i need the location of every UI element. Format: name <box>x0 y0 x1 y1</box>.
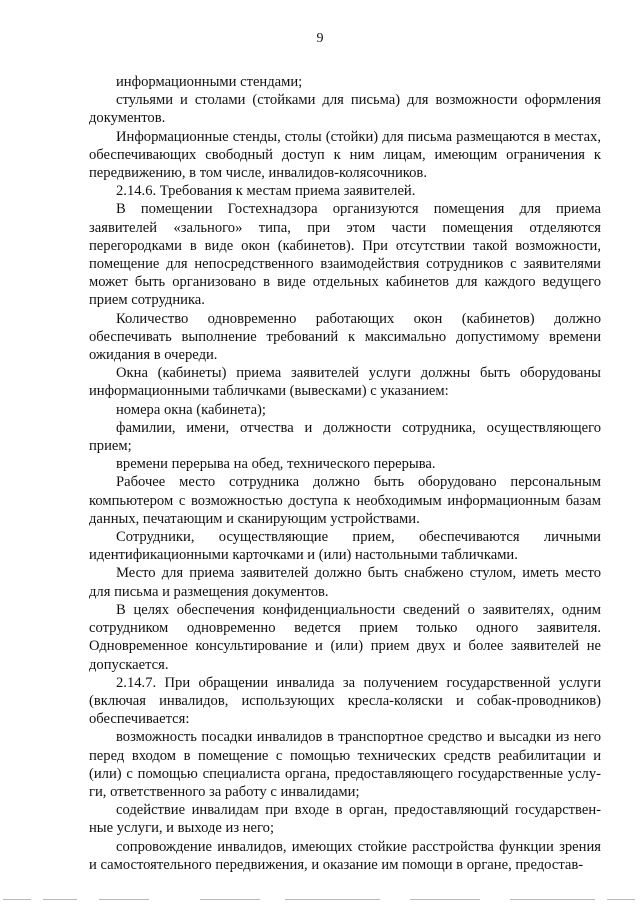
document-body <box>89 73 601 874</box>
paragraph-stands-placement: Информационные стенды, столы (стойки) для письма размещаются в местах, обеспечивающих свободный доступ к ним лицам, имеющим ограничения к передвижению, в том числе, инвалидов-колясочников. <box>89 128 601 182</box>
page-number: 9 <box>316 31 324 46</box>
paragraph-premises: В помещении Гостехнадзора организуются помещения для приема заявителей «зального» типа, при этом части помещения отделяются перегородками в виде окон (кабинетов). При отсутствии такой возможности, помещение для непосредственного взаимодействия сотрудников с заявителями может быть организовано в виде отдельных кабинетов для каждого ведущего прием сотрудника. <box>89 201 601 309</box>
paragraph-chairs-tables: стульями и столами (стойками для письма) для возможности оформления документов. <box>89 92 601 127</box>
scan-edge-artifact <box>0 892 640 905</box>
section-heading-2-14-6: 2.14.6. Требования к местам приема заявителей. <box>116 183 416 200</box>
paragraph-confidentiality: В целях обеспечения конфиденциальности сведений о заявителях, одним сотрудником одновременно ведется прием только одного заявителя. Одновременное консультирование и (или) прием двух и более заявителей не допускается. <box>89 601 601 673</box>
section-heading-2-14-7: 2.14.7. При обращении инвалида за получением государственной услуги (включая инвалидов, использующих кресла-коляски и собак-проводников) обеспечивается: <box>89 674 601 728</box>
list-item-break-time: времени перерыва на обед, технического перерыва. <box>116 456 436 473</box>
list-item-employee-name: фамилии, имени, отчества и должности сотрудника, осуществляющего прием; <box>89 419 601 455</box>
paragraph-window-signs: Окна (кабинеты) приема заявителей услуги должны быть оборудованы информационными табличками (вывесками) с указанием: <box>89 365 601 400</box>
paragraph-workplace: Рабочее место сотрудника должно быть оборудовано персональным компьютером с возможностью доступа к необходимым информационным базам данных, печатающим и сканирующим устройствами. <box>89 474 601 527</box>
list-item-entry-assistance: содействие инвалидам при входе в орган, предоставляющий государствен-ные услуги, и выходе из него; <box>89 802 601 837</box>
paragraph-id-cards: Сотрудники, осуществляющие прием, обеспечиваются личными идентификационными карточками и (или) настольными табличками. <box>89 529 601 564</box>
paragraph-reception-place: Место для приема заявителей должно быть снабжено стулом, иметь место для письма и размещения документов. <box>89 565 601 600</box>
list-item-window-number: номера окна (кабинета); <box>116 401 266 418</box>
paragraph-stands: информационными стендами; <box>116 74 303 90</box>
list-item-escort-assistance: сопровождение инвалидов, имеющих стойкие расстройства функции зрения и самостоятельного передвижения, и оказание им помощи в органе, предостав- <box>89 838 601 873</box>
paragraph-window-count: Количество одновременно работающих окон (кабинетов) должно обеспечивать выполнение требований к максимально допустимому времени ожидания в очереди. <box>89 310 601 364</box>
list-item-vehicle-access: возможность посадки инвалидов в транспортное средство и высадки из него перед входом в помещение с помощью технических средств реабилитации и (или) с помощью специалиста органа, предоставляющего государственные услу-ги, ответственного за работу с инвалидами; <box>89 729 601 800</box>
